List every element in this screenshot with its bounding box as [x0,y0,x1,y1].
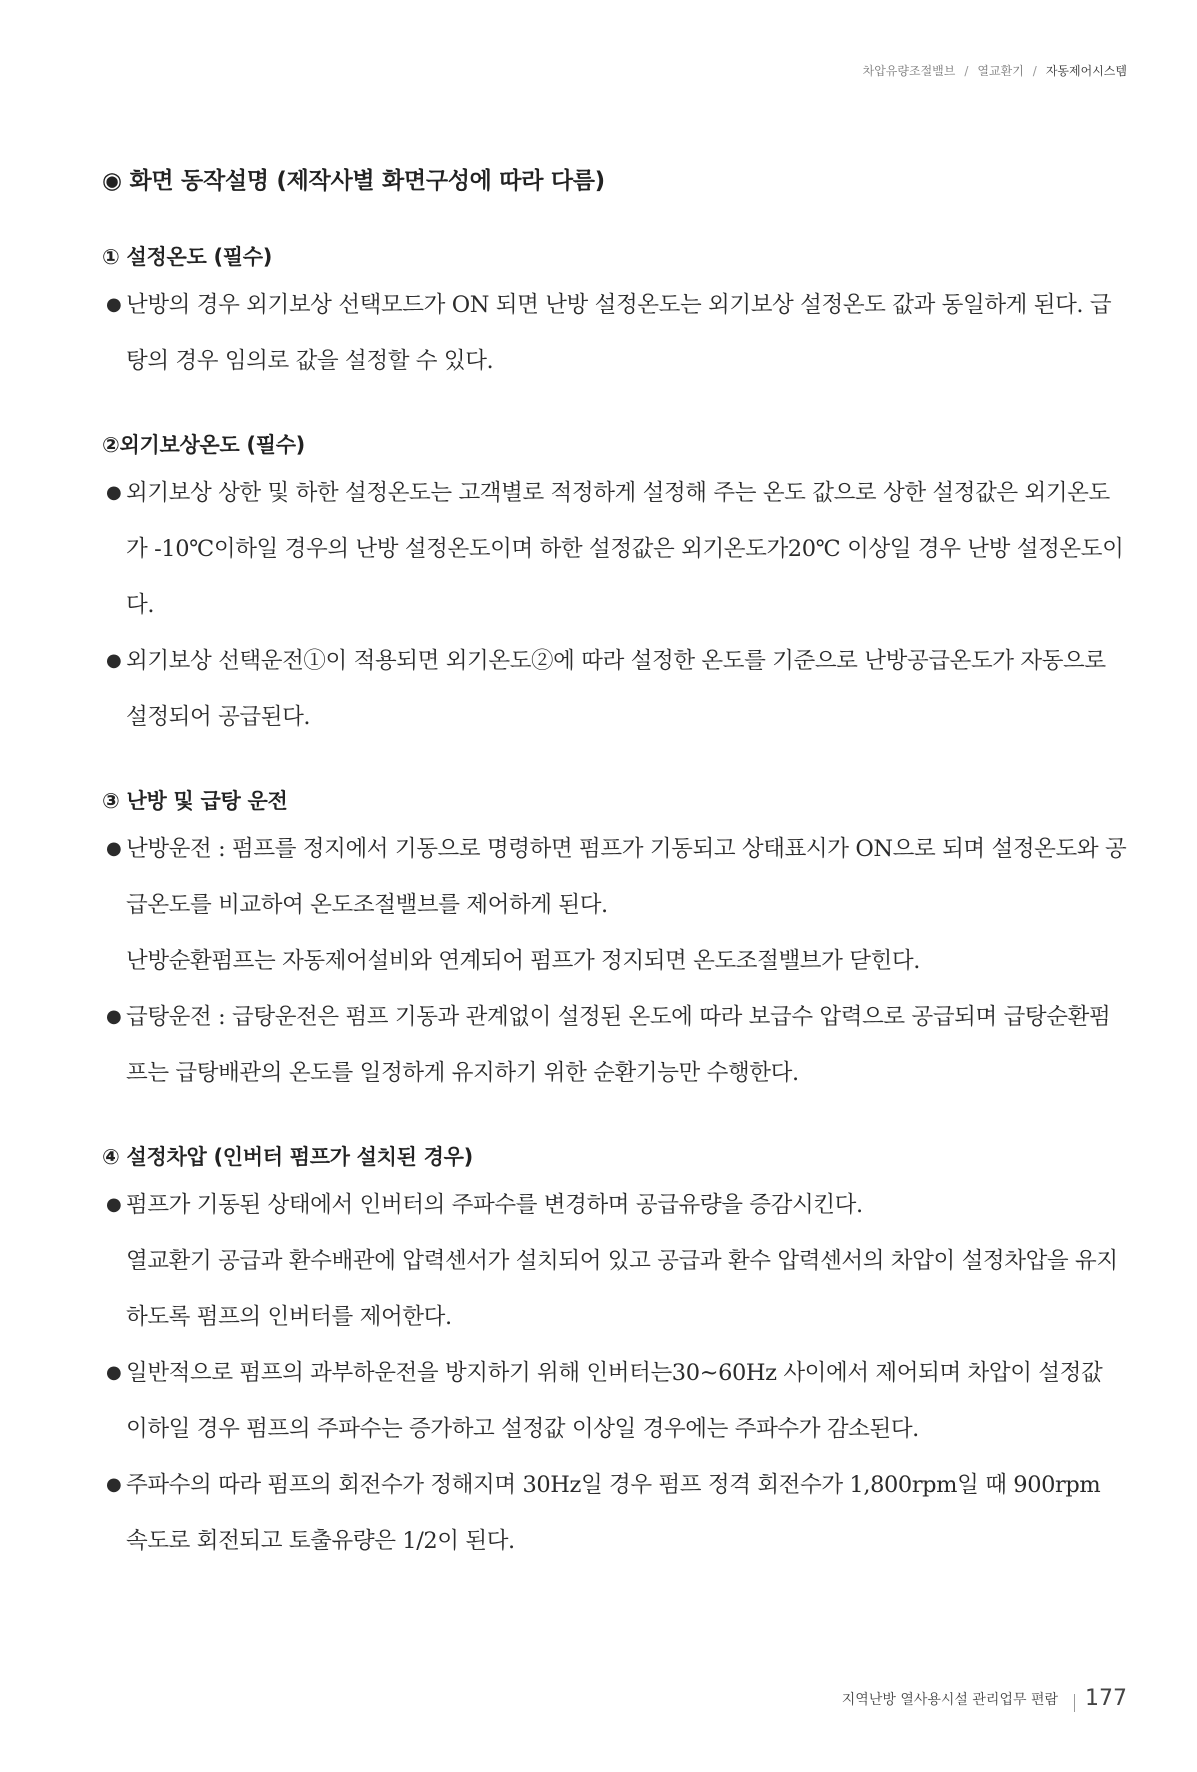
bullet-icon: ● [106,1362,122,1383]
breadcrumb-item-current: 자동제어시스템 [1045,64,1127,78]
item-text: 난방운전 : 펌프를 정지에서 기동으로 명령하면 펌프가 기동되고 상태표시가 ON으로 되며 설정온도와 공급온도를 비교하여 온도조절밸브를 제어하게 된다. [126,836,1127,918]
section-items [102,1177,1127,1569]
bullet-item [102,465,1127,633]
item-text: 일반적으로 펌프의 과부하운전을 방지하기 위해 인버터는30~60Hz 사이에서 제어되며 차압이 설정값 이하일 경우 펌프의 주파수는 증가하고 설정값 이상일 경우에는 주파수가 감소된다. [126,1360,1103,1442]
bullet-item [102,633,1127,745]
paragraph [102,1233,1127,1345]
bullet-icon: ● [106,1474,122,1495]
item-text: 난방의 경우 외기보상 선택모드가 ON 되면 난방 설정온도는 외기보상 설정온도 값과 동일하게 된다. 급탕의 경우 임의로 값을 설정할 수 있다. [126,292,1112,374]
bullet-item [102,821,1127,933]
section-list [102,241,1127,1569]
page-footer [842,1686,1127,1711]
section-title: ① 설정온도 (필수) [102,245,273,269]
section [102,429,1127,745]
footer-divider [1074,1694,1075,1712]
breadcrumb-separator: / [964,64,969,78]
section-items [102,465,1127,745]
breadcrumb-item: 열교환기 [977,64,1024,78]
item-text: 주파수의 따라 펌프의 회전수가 정해지며 30Hz일 경우 펌프 정격 회전수가 1,800rpm일 때 900rpm 속도로 회전되고 토출유량은 1/2이 된다. [126,1472,1101,1554]
item-text: 외기보상 선택운전①이 적용되면 외기온도②에 따라 설정한 온도를 기준으로 난방공급온도가 자동으로 설정되어 공급된다. [126,648,1106,730]
page-content [102,162,1127,1609]
section-title: ③ 난방 및 급탕 운전 [102,789,288,813]
section-title: ④ 설정차압 (인버터 펌프가 설치된 경우) [102,1145,473,1169]
section-items [102,821,1127,1101]
bullet-icon: ● [106,294,122,315]
bullet-item [102,989,1127,1101]
page-number: 177 [1085,1686,1127,1711]
breadcrumb-separator: / [1032,64,1037,78]
page-title: ◉ 화면 동작설명 (제작사별 화면구성에 따라 다름) [102,168,605,194]
paragraph [102,933,1127,989]
bullet-item [102,1345,1127,1457]
breadcrumb [863,62,1127,79]
section [102,241,1127,389]
bullet-item [102,1457,1127,1569]
section [102,1141,1127,1569]
bullet-icon: ● [106,1006,122,1027]
item-text: 난방순환펌프는 자동제어설비와 연계되어 펌프가 정지되면 온도조절밸브가 닫힌다. [126,948,920,974]
item-text: 급탕운전 : 급탕운전은 펌프 기동과 관계없이 설정된 온도에 따라 보급수 압력으로 공급되며 급탕순환펌프는 급탕배관의 온도를 일정하게 유지하기 위한 순환기능만 수행한다. [126,1004,1111,1086]
bullet-icon: ● [106,1194,122,1215]
section-title: ②외기보상온도 (필수) [102,433,305,457]
section [102,785,1127,1101]
bullet-icon: ● [106,838,122,859]
item-text: 펌프가 기동된 상태에서 인버터의 주파수를 변경하며 공급유량을 증감시킨다. [126,1192,863,1218]
bullet-icon: ● [106,650,122,671]
bullet-item [102,1177,1127,1233]
item-text: 열교환기 공급과 환수배관에 압력센서가 설치되어 있고 공급과 환수 압력센서의 차압이 설정차압을 유지하도록 펌프의 인버터를 제어한다. [126,1248,1118,1330]
item-text: 외기보상 상한 및 하한 설정온도는 고객별로 적정하게 설정해 주는 온도 값으로 상한 설정값은 외기온도가 -10℃이하일 경우의 난방 설정온도이며 하한 설정값은 외기온도가20℃ 이상일 경우 난방 설정온도이다. [126,480,1124,618]
publication-title: 지역난방 열사용시설 관리업무 편람 [841,1691,1058,1708]
bullet-icon: ● [106,482,122,503]
bullet-item [102,277,1127,389]
section-items [102,277,1127,389]
breadcrumb-item: 차압유량조절밸브 [862,64,956,78]
